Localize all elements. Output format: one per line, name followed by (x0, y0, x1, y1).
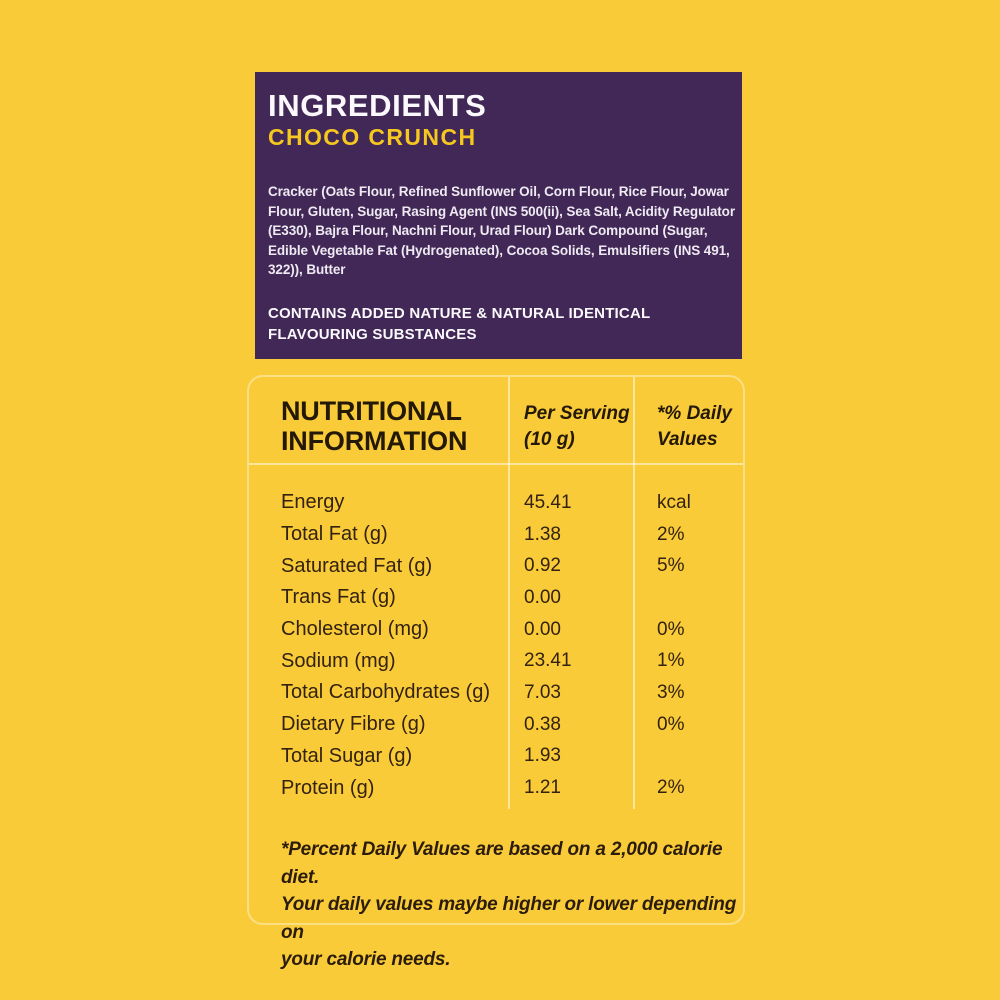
footnote-line: your calorie needs. (281, 949, 451, 970)
allergen-note: CONTAINS ADDED NATURE & NATURAL IDENTICAL FLAVOURING SUBSTANCES (268, 305, 651, 343)
table-row (249, 519, 743, 551)
row-daily-value: 3% (657, 681, 685, 703)
table-row (249, 772, 743, 804)
row-label: Saturated Fat (g) (281, 554, 433, 577)
footnote-line: Your daily values maybe higher or lower depending on (281, 894, 737, 943)
row-label: Trans Fat (g) (281, 586, 396, 609)
row-value: 0.00 (524, 618, 561, 640)
row-label: Protein (g) (281, 776, 375, 799)
product-name: CHOCO CRUNCH (268, 124, 477, 150)
table-row (249, 582, 743, 614)
row-value: 0.00 (524, 586, 561, 608)
row-daily-value: 0% (657, 713, 685, 735)
row-daily-value: 2% (657, 523, 685, 545)
row-label: Total Sugar (g) (281, 744, 413, 767)
nutrition-table (249, 487, 743, 804)
header-divider (249, 463, 743, 465)
ingredients-panel (255, 72, 742, 359)
row-daily-value: 2% (657, 777, 685, 799)
daily-values-footnote (281, 836, 741, 974)
row-value: 1.38 (524, 523, 561, 545)
table-row (249, 709, 743, 741)
table-row (249, 677, 743, 709)
row-value: 45.41 (524, 491, 572, 513)
row-daily-value: 1% (657, 650, 685, 672)
nutrition-card (247, 375, 745, 970)
table-row (249, 614, 743, 646)
row-label: Dietary Fibre (g) (281, 713, 426, 736)
table-row (249, 741, 743, 773)
row-label: Energy (281, 491, 345, 514)
ingredients-text: Cracker (Oats Flour, Refined Sunflower Oil, Corn Flour, Rice Flour, Jowar Flour, Gluten, Sugar, Rasing Agent (INS 500(ii), Sea Salt, Acidity Regulator (E330), Bajra Flour, Nachni Flour, Urad Flour) Dark Compound (Sugar, Edible Vegetable Fat (Hydrogenated), Cocoa Solids, Emulsifiers (INS 491, 322)), Butter (268, 184, 735, 278)
row-label: Total Fat (g) (281, 523, 388, 546)
table-row (249, 550, 743, 582)
row-label: Sodium (mg) (281, 649, 396, 672)
table-row (249, 487, 743, 519)
header-nutritional-information: NUTRITIONAL INFORMATION (281, 396, 468, 456)
header-per-serving: Per Serving (10 g) (524, 403, 630, 450)
ingredients-title: INGREDIENTS (268, 88, 487, 123)
row-value: 0.92 (524, 555, 561, 577)
header-daily-values: *% Daily Values (657, 403, 732, 450)
row-value: 7.03 (524, 681, 561, 703)
row-label: Total Carbohydrates (g) (281, 681, 490, 704)
row-daily-value: kcal (657, 491, 691, 513)
footnote-line: *Percent Daily Values are based on a 2,000 calorie diet. (281, 839, 723, 888)
row-label: Cholesterol (mg) (281, 618, 429, 641)
row-daily-value: 0% (657, 618, 685, 640)
row-daily-value: 5% (657, 555, 685, 577)
row-value: 1.21 (524, 777, 561, 799)
row-value: 1.93 (524, 745, 561, 767)
row-value: 0.38 (524, 713, 561, 735)
table-row (249, 645, 743, 677)
row-value: 23.41 (524, 650, 572, 672)
